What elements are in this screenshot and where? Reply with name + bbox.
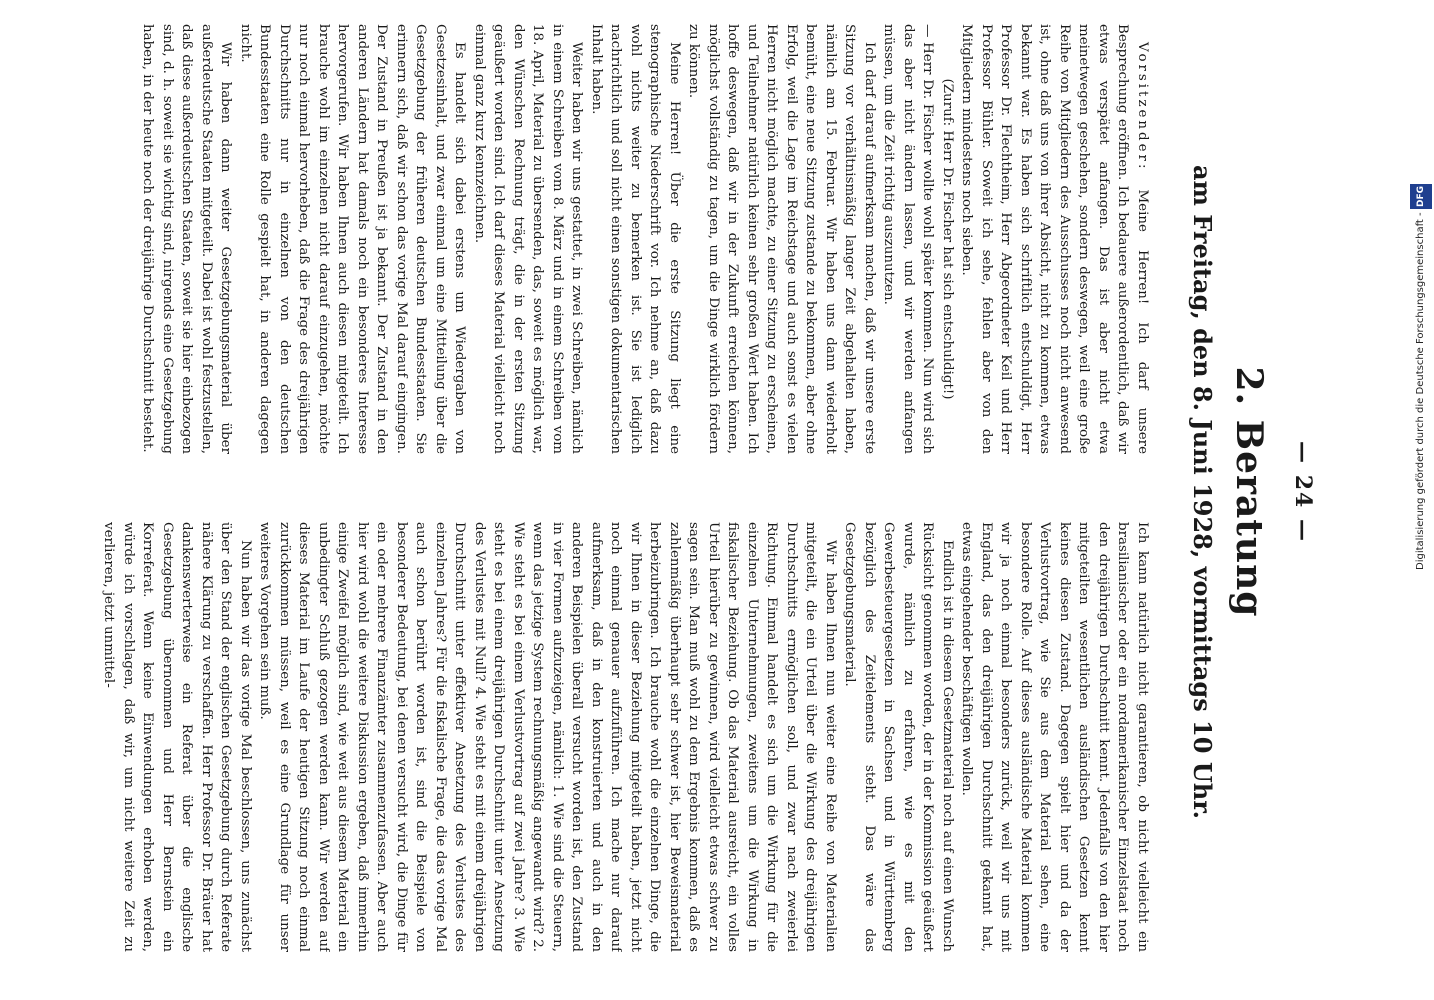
paragraph: Ich kann natürlich nicht garantieren, ob nicht vielleicht ein brasilianischer oder ein nordamerikanischer Einzelstaat noch den dreijährigen Durchschnitt kennt. Jedenfalls von den hier mitgeteilten wesentlichen ausländischen Gesetzen kennt keines diesen Zustand. Dagegen spielt hier und da der Verlustvortrag, wie Sie aus dem Material sehen, eine besondere Rolle. Auf dieses ausländische Material kommen wir ja noch einmal besonders zurück, weil wir uns mit England, das den dreijährigen Durchschnitt gekannt hat, etwas eingehender beschäftigen wollen. [959,522,1150,952]
dfg-logo: DFG [1410,184,1432,209]
session-date: am Freitag, den 8. Juni 1928, vormittags 10 Uhr. [1188,165,1217,819]
paragraph [957,24,1152,454]
digitization-note [1410,10,1430,570]
paragraph: Endlich ist in diesem Gesetzmaterial noch auf einen Wunsch Rücksicht genommen worden, der in der Kommission geäußert wurde, nämlich zu erfahren, wie es mit den Gewerbesteuergesetzen in Sachsen und in Württemberg bezüglich des Zeitelements steht. Das wäre das Gesetzgebungsmaterial. [842,522,955,952]
document-page [92,12,1352,972]
paragraph: Es handelt sich dabei erstens um Wiedergaben von Gesetzesinhalt, und zwar einmal um eine Mitteilung über die Gesetzgebung der früheren deutschen Bundesstaaten. Sie erinnern sich, daß wir schon das vorige Mal darauf eingingen. Der Zustand in Preußen ist ja bekannt. Der Zustand in den anderen Ländern hat damals noch ein besonderes Interesse hervorgerufen. Wir haben Ihnen auch diesen mitgeteilt. Ich brauche wohl im einzelnen nicht darauf einzugehen, möchte nur noch einmal hervorheben, daß die Frage des dreijährigen Durchschnitts nur in einzelnen von den deutschen Bundesstaaten eine Rolle gespielt hat, in anderen dagegen nicht. [238,24,468,454]
session-title: 2. Beratung [1228,366,1270,618]
paragraph-text: Meine Herren! Ich darf unsere Besprechung eröffnen. Ich bedauere außerordentlich, daß wir etwas verspätet anfangen. Das ist aber nicht etwa meinetwegen geschehen, sondern deswegen, weil eine große Reihe von Mitgliedern des Ausschusses noch nicht anwesend ist, ohne daß uns von ihrer Absicht, nicht zu kommen, etwas bekannt war. Es haben sich schriftlich entschuldigt, Herr Professor Dr. Flechtheim, Herr Abgeordneter Keil und Herr Professor Bühler. Soweit ich sehe, fehlen aber von den Mitgliedern mindestens noch sieben. [959,24,1150,454]
digitization-text: Digitalisierung gefördert durch die Deutsche Forschungsgemeinschaft - [1415,212,1426,570]
paragraph: — Herr Dr. Fischer wollte wohl später kommen. Nun wird sich das aber nicht ändern lassen, und wir werden anfangen müssen, um die Zeit richtig auszunutzen. [881,24,936,454]
paragraph: Nun haben wir das vorige Mal beschlossen, uns zunächst über den Stand der englischen Gesetzgebung durch Referate nähere Klärung zu verschaffen. Herr Professor Dr. Bräuer hat dankenswerterweise ein Referat über die englische Gesetzgebung übernommen und Herr Bernstein ein Korreferat. Wenn keine Einwendungen erhoben werden, würde ich vorschlagen, daß wir, um nicht weitere Zeit zu verlieren, jetzt unmittel- [102,522,253,952]
left-column [102,24,1152,454]
paragraph: Meine Herren! Über die erste Sitzung liegt eine stenographische Niederschrift vor. Ich nehme an, daß dazu wohl nichts weiter zu bemerken ist. Sie ist lediglich nachrichtlich und soll nicht einen sonstigen dokumentarischen Inhalt haben. [589,24,682,454]
right-column [102,522,1152,952]
interjection: (Zuruf: Herr Dr. Fischer hat sich entschuldigt!) [940,78,955,400]
paragraph: Wir haben Ihnen nun weiter eine Reihe von Materialien mitgeteilt, die ein Urteil über die Wirkung des dreijährigen Durchschnitts ermöglichen soll, und zwar nach zweierlei Richtung. Einmal handelt es sich um die Wirkung für die einzelnen Unternehmungen, zweitens um die Wirkung in fiskalischer Beziehung. Ob das Material ausreicht, ein volles Urteil hierüber zu gewinnen, wird vielleicht etwas schwer zu sagen sein. Man muß wohl zu dem Ergebnis kommen, daß es zahlenmäßig überhaupt sehr schwer ist, hier Beweismaterial herbeizubringen. Ich brauche wohl die einzelnen Dinge, die wir Ihnen in dieser Beziehung mitgeteilt haben, jetzt nicht noch einmal genauer aufzuführen. Ich mache nur darauf aufmerksam, daß in den konstruierten und auch in den anderen Beispielen überall versucht worden ist, den Zustand in vier Formen aufzuzeigen, nämlich: 1. Wie sind die Steuern, wenn das jetzige System rechnungsmäßig angewandt wird? 2. Wie steht es bei einem Verlustvortrag auf zwei Jahre? 3. Wie steht es bei einem dreijährigen Durchschnitt unter Ansetzung des Verlustes mit Null? 4. Wie steht es mit einem dreijährigen Durchschnitt unter effektiver Ansetzung des Verlustes des einzelnen Jahres? Für die fiskalische Frage, die das vorige Mal auch schon berührt worden ist, sind die Beispiele von besonderer Bedeutung, bei denen versucht wird, die Dinge für ein oder mehrere Finanzämter zusammenzufassen. Aber auch hier wird wohl die weitere Diskussion ergeben, daß immerhin einige Zweifel möglich sind, wie weit aus diesem Material ein unbedingter Schluß gezogen werden kann. Wir werden auf dieses Material im Laufe der heutigen Sitzung noch einmal zurückkommen müssen, weil es eine Grundlage für unser weiteres Vorgehen sein muß. [257,522,838,952]
page-number: — 24 — [1290,441,1316,543]
paragraph: Ich darf darauf aufmerksam machen, daß wir unsere erste Sitzung vor verhältnismäßig langer Zeit abgehalten haben, nämlich am 15. Februar. Wir haben uns dann wiederholt bemüht, eine neue Sitzung zustande zu bekommen, aber ohne Erfolg, weil die Lage im Reichstage und auch sonst es vielen Herren nicht möglich machte, zu einer Sitzung zu erscheinen, und Teilnehmer natürlich keinen sehr großen Wert haben. Ich hoffe deswegen, daß wir in der Zukunft erreichen können, möglichst vollständig zu tagen, um die Dinge wirklich fördern zu können. [686,24,877,454]
paragraph: Weiter haben wir uns gestattet, in zwei Schreiben, nämlich in einem Schreiben vom 8. März und in einem Schreiben vom 18. April, Material zu übersenden, das, soweit es möglich war, den Wünschen Rechnung trägt, die in der ersten Sitzung geäußert worden sind. Ich darf dieses Material vielleicht noch einmal ganz kurz kennzeichnen. [472,24,585,454]
paragraph: Wir haben dann weiter Gesetzgebungsmaterial über außerdeutsche Staaten mitgeteilt. Dabei ist wohl festzustellen, daß diese außerdeutschen Staaten, soweit sie hier einbezogen sind, d. h. soweit sie wichtig sind, nirgends eine Gesetzgebung haben, in der heute noch der dreijährige Durchschnitt besteht. [140,24,234,454]
speaker-name: Vorsitzender: [1135,42,1150,172]
